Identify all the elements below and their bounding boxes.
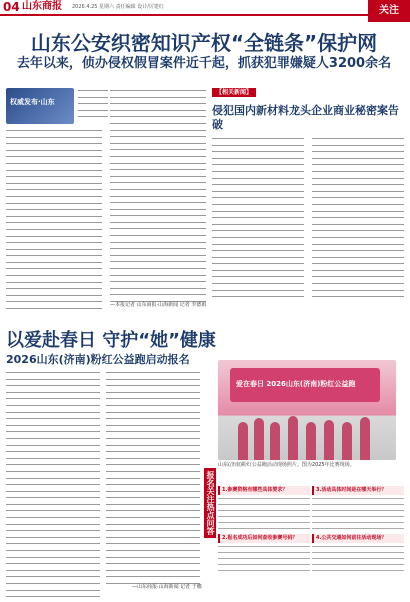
- text-line: [6, 537, 100, 538]
- text-line: [6, 242, 102, 243]
- authority-release-logo: [6, 88, 74, 124]
- text-line: [212, 151, 304, 152]
- text-line: [78, 103, 108, 104]
- text-line: [106, 570, 200, 571]
- text-line: [6, 130, 102, 131]
- text-line: [106, 478, 200, 479]
- text-line: [6, 209, 102, 210]
- text-line: [212, 211, 304, 212]
- text-line: [106, 563, 200, 564]
- text-line: [6, 563, 100, 564]
- text-line: [312, 276, 404, 277]
- text-line: [6, 163, 102, 164]
- text-line: [6, 491, 100, 492]
- text-line: [312, 296, 404, 297]
- text-line: [218, 522, 310, 523]
- text-line: [6, 524, 100, 525]
- related-headline: 侵犯国内新材料龙头企业商业秘密案告破: [212, 104, 399, 131]
- text-line: [6, 458, 100, 459]
- qa-question: 4.公共交通如何前往活动现场？: [312, 534, 404, 543]
- text-line: [106, 438, 200, 439]
- participant-figure: [342, 422, 352, 460]
- text-line: [212, 290, 304, 291]
- text-line: [6, 438, 100, 439]
- text-line: [6, 255, 102, 256]
- text-line: [106, 385, 200, 386]
- text-line: [110, 235, 206, 236]
- text-line: [312, 244, 404, 245]
- text-line: [212, 217, 304, 218]
- event-banner: [230, 368, 380, 402]
- text-line: [212, 296, 304, 297]
- text-line: [110, 156, 206, 157]
- text-line: [106, 405, 200, 406]
- text-line: [312, 197, 404, 198]
- text-line: [106, 557, 200, 558]
- issue-meta: 2026.4.25 星期六 责任编辑 设计/厉建红: [72, 4, 164, 10]
- text-line: [106, 451, 200, 452]
- text-line: [218, 564, 310, 565]
- text-line: [312, 522, 404, 523]
- text-line: [6, 504, 100, 505]
- text-line: [106, 550, 200, 551]
- text-line: [106, 464, 200, 465]
- related-news-label: 【相关新闻】: [212, 88, 256, 97]
- text-line: [6, 530, 100, 531]
- text-column: [6, 130, 102, 315]
- text-line: [312, 178, 404, 179]
- text-line: [6, 478, 100, 479]
- text-line: [110, 261, 206, 262]
- text-line: [110, 123, 206, 124]
- text-line: [6, 282, 102, 283]
- text-line: [218, 552, 310, 553]
- text-line: [106, 484, 200, 485]
- text-line: [6, 543, 100, 544]
- text-column: [110, 90, 206, 308]
- text-line: [6, 150, 102, 151]
- text-line: [6, 464, 100, 465]
- text-line: [218, 546, 310, 547]
- text-line: [312, 217, 404, 218]
- qa-question: 3.活动具体时间是在哪天举行？: [312, 486, 404, 495]
- text-line: [312, 191, 404, 192]
- text-line: [6, 262, 102, 263]
- article-byline: —山东商报·山海新闻 记者 于娜: [132, 584, 202, 590]
- text-line: [106, 445, 200, 446]
- text-line: [312, 504, 404, 505]
- text-column: [312, 138, 404, 303]
- text-line: [6, 557, 100, 558]
- text-line: [6, 176, 102, 177]
- text-line: [312, 204, 404, 205]
- text-line: [6, 196, 102, 197]
- publication-name: 山东商报: [22, 1, 62, 12]
- text-line: [110, 136, 206, 137]
- text-line: [218, 504, 310, 505]
- text-line: [106, 471, 200, 472]
- text-line: [106, 398, 200, 399]
- text-line: [312, 528, 404, 529]
- text-line: [312, 164, 404, 165]
- text-line: [106, 412, 200, 413]
- text-line: [110, 97, 206, 98]
- text-line: [110, 242, 206, 243]
- participant-figure: [288, 416, 298, 460]
- text-line: [6, 392, 100, 393]
- text-line: [312, 230, 404, 231]
- text-line: [212, 283, 304, 284]
- text-line: [6, 229, 102, 230]
- participant-figure: [238, 422, 248, 460]
- text-line: [106, 392, 200, 393]
- participant-figure: [360, 417, 370, 460]
- banner-text: 爱在春日 2026山东(济南)粉红公益跑: [236, 380, 356, 388]
- text-line: [312, 558, 404, 559]
- text-line: [106, 524, 200, 525]
- text-line: [110, 110, 206, 111]
- text-column: [6, 372, 100, 602]
- text-line: [6, 301, 102, 302]
- text-line: [212, 158, 304, 159]
- page-header: [0, 0, 410, 14]
- text-line: [6, 412, 100, 413]
- text-line: [212, 197, 304, 198]
- text-column: [212, 138, 304, 303]
- article-byline: —本报记者 山东商报·山海新闻 记者 李德娟: [110, 302, 207, 308]
- text-line: [6, 189, 102, 190]
- text-line: [110, 255, 206, 256]
- participant-figure: [270, 422, 280, 460]
- text-line: [110, 275, 206, 276]
- text-line: [6, 590, 100, 591]
- text-line: [110, 116, 206, 117]
- text-line: [218, 516, 310, 517]
- text-line: [78, 116, 108, 117]
- text-line: [106, 510, 200, 511]
- text-line: [6, 425, 100, 426]
- text-line: [6, 249, 102, 250]
- text-line: [78, 110, 108, 111]
- text-line: [106, 458, 200, 459]
- text-line: [106, 491, 200, 492]
- text-line: [6, 497, 100, 498]
- text-line: [110, 176, 206, 177]
- participant-figure: [324, 420, 334, 460]
- text-line: [106, 537, 200, 538]
- text-line: [312, 570, 404, 571]
- text-line: [212, 184, 304, 185]
- text-line: [106, 497, 200, 498]
- text-line: [218, 570, 310, 571]
- text-line: [6, 517, 100, 518]
- text-line: [78, 90, 108, 91]
- text-line: [212, 204, 304, 205]
- text-line: [110, 248, 206, 249]
- text-line: [212, 178, 304, 179]
- text-column: [78, 90, 108, 123]
- text-line: [6, 170, 102, 171]
- text-line: [110, 103, 206, 104]
- text-line: [6, 137, 102, 138]
- text-line: [312, 171, 404, 172]
- qa-column-right: [312, 486, 404, 576]
- text-line: [110, 149, 206, 150]
- pink-run-subheadline: 2026山东(济南)粉红公益跑启动报名: [6, 353, 190, 366]
- text-line: [6, 288, 102, 289]
- text-line: [6, 183, 102, 184]
- text-line: [110, 163, 206, 164]
- qa-question: 1.参赛资格有哪些具体要求？: [218, 486, 310, 495]
- text-line: [106, 530, 200, 531]
- qa-question: 2.报名成功后如何查收参赛号码？: [218, 534, 310, 543]
- text-line: [110, 294, 206, 295]
- text-line: [212, 145, 304, 146]
- text-line: [106, 517, 200, 518]
- text-line: [212, 244, 304, 245]
- text-line: [312, 158, 404, 159]
- text-line: [6, 596, 100, 597]
- text-line: [110, 130, 206, 131]
- text-line: [6, 570, 100, 571]
- text-line: [6, 308, 102, 309]
- text-line: [312, 138, 404, 139]
- text-line: [106, 418, 200, 419]
- text-line: [312, 270, 404, 271]
- text-line: [6, 275, 102, 276]
- text-line: [6, 583, 100, 584]
- text-line: [106, 543, 200, 544]
- text-line: [6, 451, 100, 452]
- text-line: [312, 552, 404, 553]
- text-line: [312, 184, 404, 185]
- text-line: [110, 182, 206, 183]
- event-photo: [218, 360, 396, 460]
- text-line: [6, 445, 100, 446]
- logo-text: 权威发布·山东: [10, 98, 55, 106]
- text-line: [6, 222, 102, 223]
- text-line: [212, 230, 304, 231]
- text-line: [312, 283, 404, 284]
- photo-caption: 山东(济南)粉红公益跑活动现场照片。图为2025年比赛现场。: [218, 462, 355, 468]
- main-headline: 山东公安织密知识产权“全链条”保护网: [30, 31, 378, 55]
- text-line: [6, 418, 100, 419]
- text-line: [312, 211, 404, 212]
- text-line: [312, 263, 404, 264]
- text-line: [106, 504, 200, 505]
- text-line: [312, 516, 404, 517]
- article-trade-secret: [212, 88, 404, 313]
- page-number: 04: [3, 0, 20, 14]
- text-line: [110, 189, 206, 190]
- text-line: [212, 138, 304, 139]
- text-line: [212, 164, 304, 165]
- text-line: [312, 510, 404, 511]
- text-line: [6, 203, 102, 204]
- text-line: [106, 379, 200, 380]
- text-line: [312, 145, 404, 146]
- article-ip-protection: [6, 88, 206, 313]
- text-line: [212, 276, 304, 277]
- participant-figure: [254, 418, 264, 460]
- text-line: [78, 97, 108, 98]
- qa-column-left: [218, 486, 310, 576]
- text-line: [312, 224, 404, 225]
- text-line: [6, 295, 102, 296]
- participant-figure: [306, 422, 316, 460]
- text-line: [6, 398, 100, 399]
- text-line: [6, 216, 102, 217]
- text-line: [110, 215, 206, 216]
- main-subheadline: 去年以来，侦办侵权假冒案件近千起，抓获犯罪嫌疑人3200余名: [16, 56, 392, 71]
- text-line: [110, 143, 206, 144]
- text-line: [6, 372, 100, 373]
- text-line: [212, 191, 304, 192]
- text-line: [110, 222, 206, 223]
- text-line: [312, 237, 404, 238]
- text-line: [110, 228, 206, 229]
- text-line: [6, 431, 100, 432]
- text-line: [312, 290, 404, 291]
- text-line: [218, 558, 310, 559]
- text-line: [6, 268, 102, 269]
- text-line: [110, 196, 206, 197]
- text-line: [312, 257, 404, 258]
- text-line: [6, 510, 100, 511]
- text-line: [110, 209, 206, 210]
- text-line: [106, 576, 200, 577]
- text-line: [110, 90, 206, 91]
- text-line: [6, 156, 102, 157]
- text-line: [212, 224, 304, 225]
- text-line: [312, 498, 404, 499]
- text-line: [106, 425, 200, 426]
- text-line: [6, 379, 100, 380]
- header-rule: [0, 14, 410, 16]
- text-line: [212, 171, 304, 172]
- text-line: [6, 236, 102, 237]
- text-line: [6, 550, 100, 551]
- text-line: [106, 431, 200, 432]
- text-line: [312, 546, 404, 547]
- text-line: [110, 288, 206, 289]
- text-line: [6, 576, 100, 577]
- text-line: [312, 250, 404, 251]
- text-line: [218, 528, 310, 529]
- text-line: [218, 510, 310, 511]
- text-line: [110, 268, 206, 269]
- text-line: [110, 202, 206, 203]
- text-line: [218, 498, 310, 499]
- text-line: [106, 372, 200, 373]
- text-line: [312, 151, 404, 152]
- text-line: [6, 405, 100, 406]
- text-line: [212, 263, 304, 264]
- text-line: [212, 237, 304, 238]
- text-line: [110, 281, 206, 282]
- text-line: [212, 250, 304, 251]
- section-tag: 关注: [368, 0, 410, 22]
- text-line: [110, 169, 206, 170]
- text-column: [106, 372, 200, 590]
- text-line: [6, 385, 100, 386]
- text-line: [312, 564, 404, 565]
- text-line: [6, 484, 100, 485]
- text-line: [6, 471, 100, 472]
- text-line: [6, 143, 102, 144]
- qa-side-tag: 报名关注热点问答: [204, 468, 216, 538]
- text-line: [212, 270, 304, 271]
- pink-run-headline: 以爱赴春日 守护“她”健康: [6, 330, 216, 351]
- text-line: [212, 257, 304, 258]
